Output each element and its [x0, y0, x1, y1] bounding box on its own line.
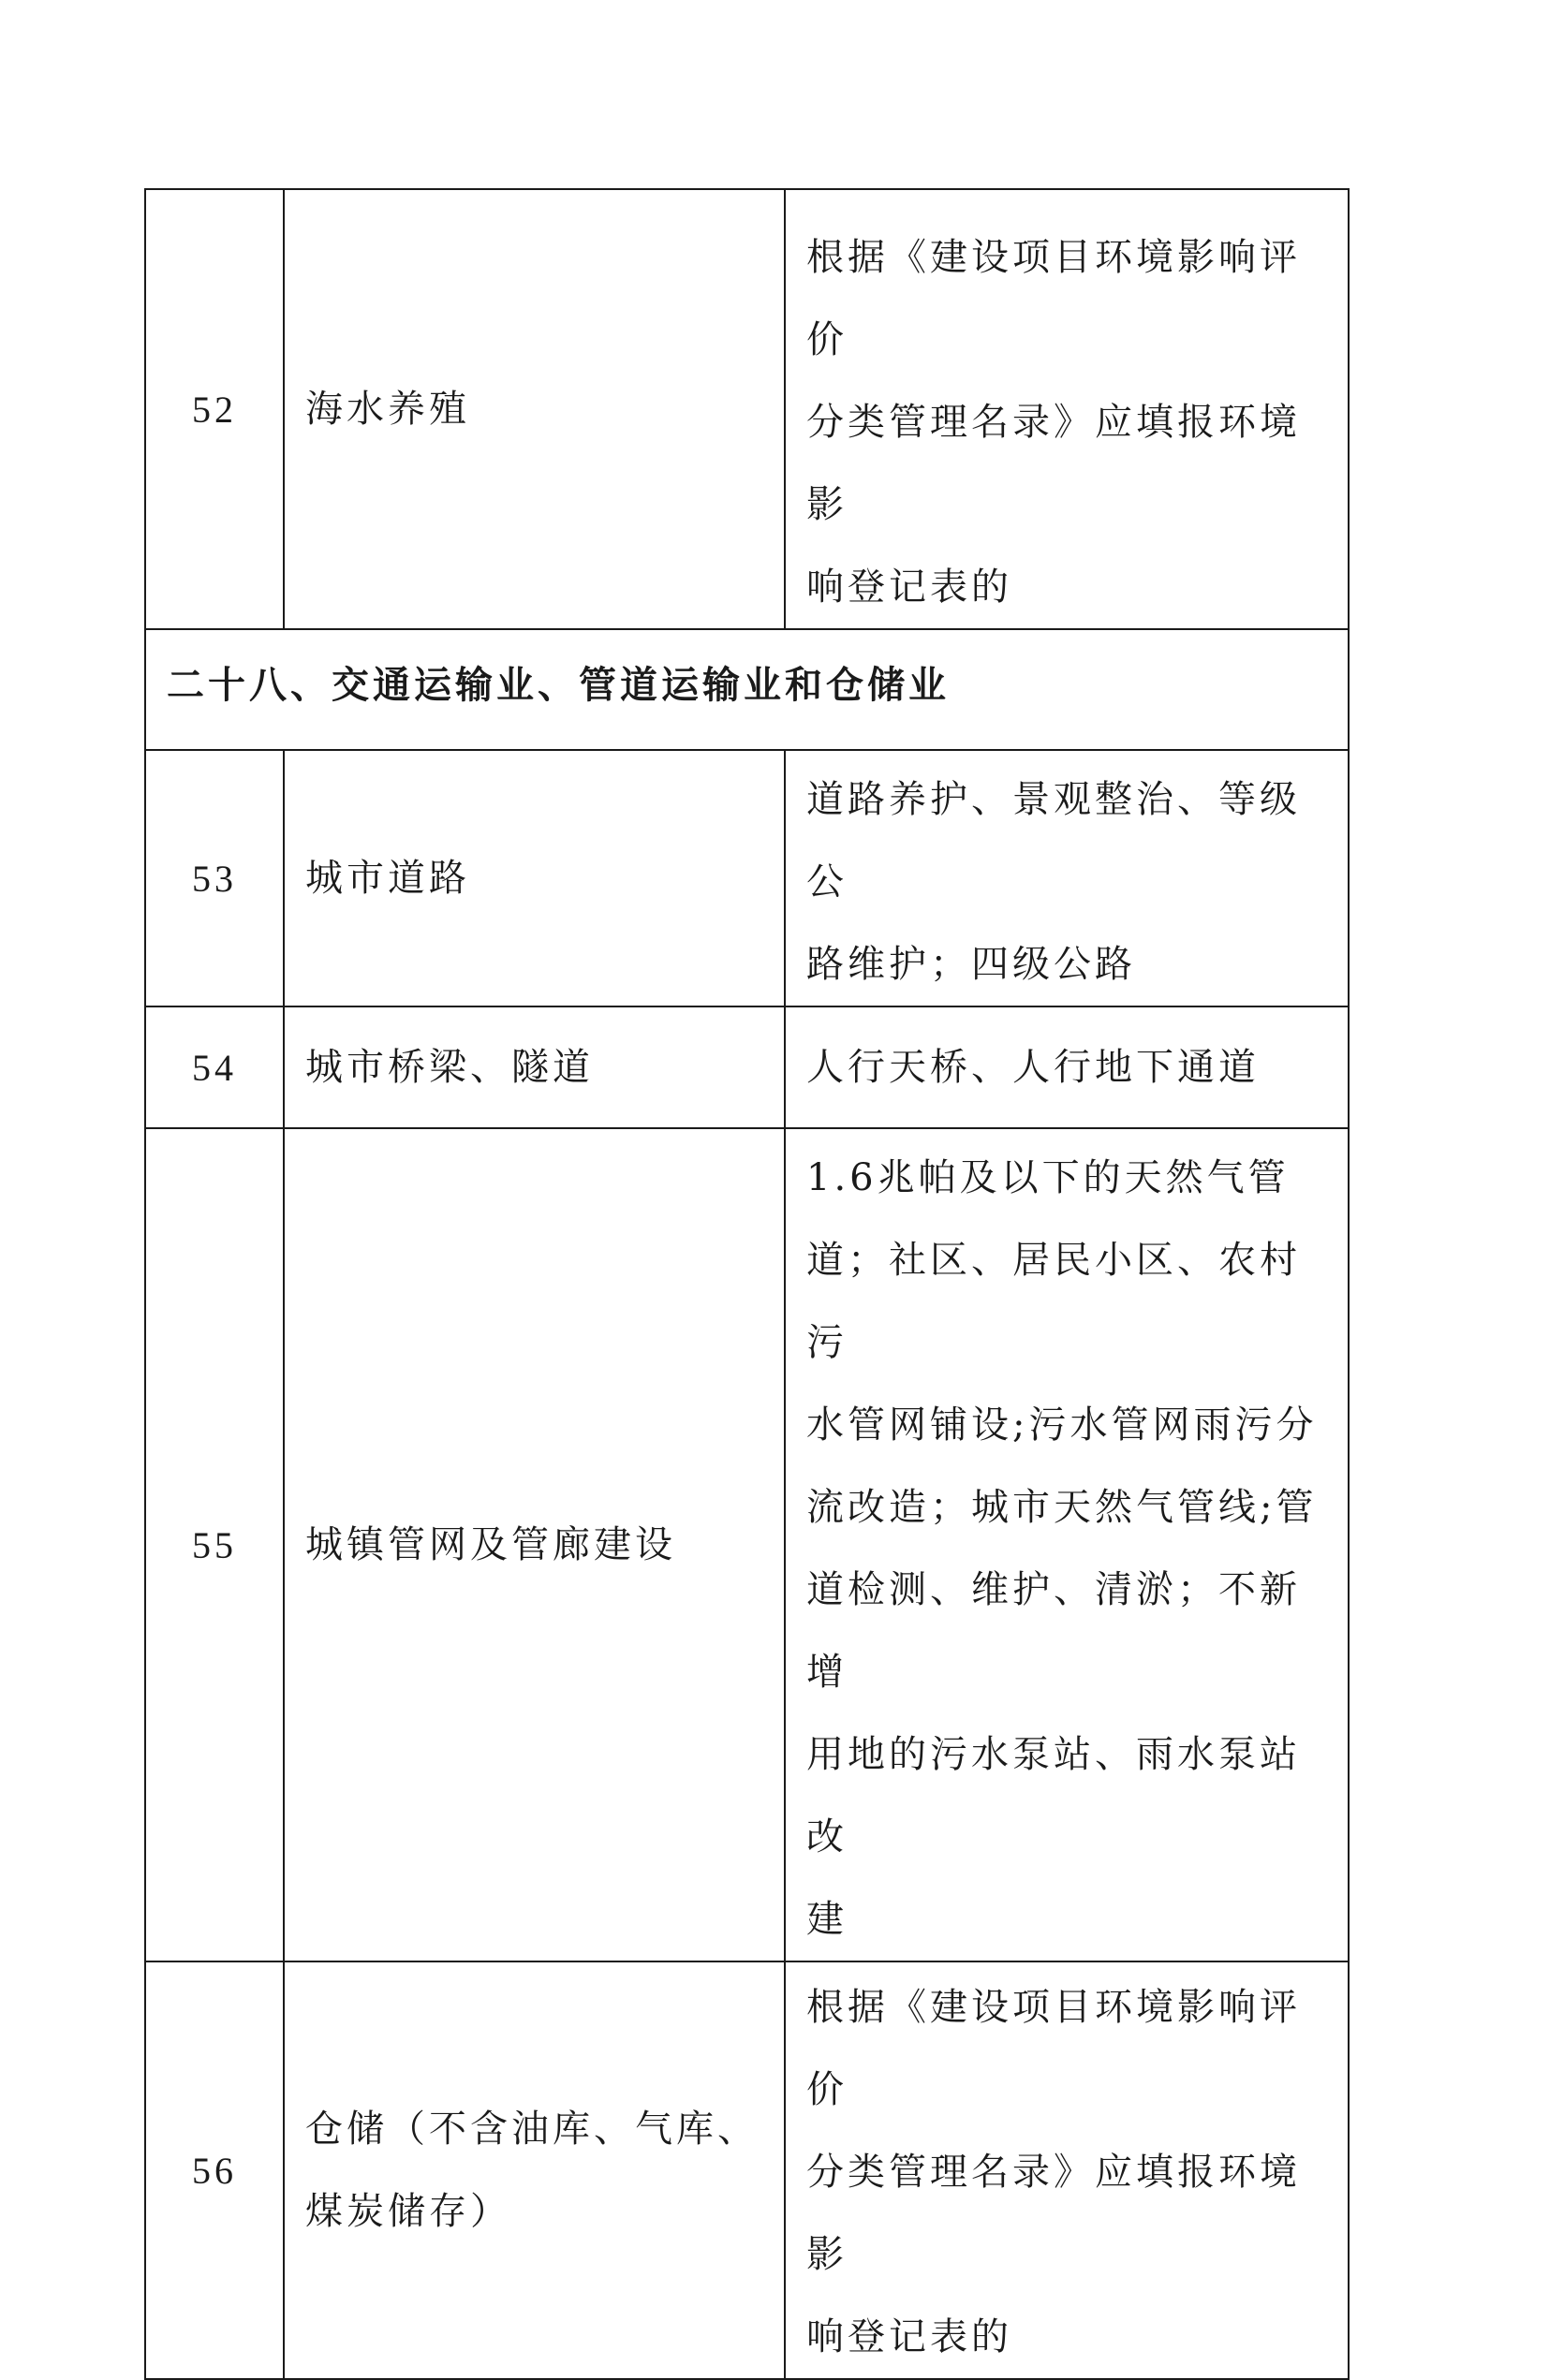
condition-text: 道路养护、景观整治、等级公 路维护；四级公路 [785, 750, 1349, 1006]
condition-text: 根据《建设项目环境影响评价 分类管理名录》应填报环境影 响登记表的 [785, 189, 1349, 629]
table-row [145, 1128, 1349, 1961]
table-row [145, 1961, 1349, 2379]
table-row [145, 189, 1349, 629]
table-row [145, 1006, 1349, 1128]
section-heading-text: 二十八、交通运输业、管道运输业和仓储业 [167, 663, 950, 707]
row-number: 52 [145, 189, 284, 629]
industry-name: 海水养殖 [284, 189, 785, 629]
industry-name: 城市桥梁、隧道 [284, 1006, 785, 1128]
table-row [145, 750, 1349, 1006]
condition-text: 根据《建设项目环境影响评价 分类管理名录》应填报环境影 响登记表的 [785, 1961, 1349, 2379]
condition-text: 1.6兆帕及以下的天然气管 道；社区、居民小区、农村污 水管网铺设;污水管网雨污分 流改造；城市天然气管线;管 道检测、维护、清淤；不新增 用地的污水泵站、雨水泵站改 建 [785, 1128, 1349, 1961]
industry-name: 城镇管网及管廊建设 [284, 1128, 785, 1961]
row-number: 55 [145, 1128, 284, 1961]
section-row [145, 629, 1349, 750]
classification-table [144, 188, 1350, 2380]
industry-name: 仓储（不含油库、气库、 煤炭储存） [284, 1961, 785, 2379]
section-heading [145, 629, 1349, 750]
condition-text: 人行天桥、人行地下通道 [785, 1006, 1349, 1128]
industry-name: 城市道路 [284, 750, 785, 1006]
row-number: 53 [145, 750, 284, 1006]
row-number: 54 [145, 1006, 284, 1128]
row-number: 56 [145, 1961, 284, 2379]
